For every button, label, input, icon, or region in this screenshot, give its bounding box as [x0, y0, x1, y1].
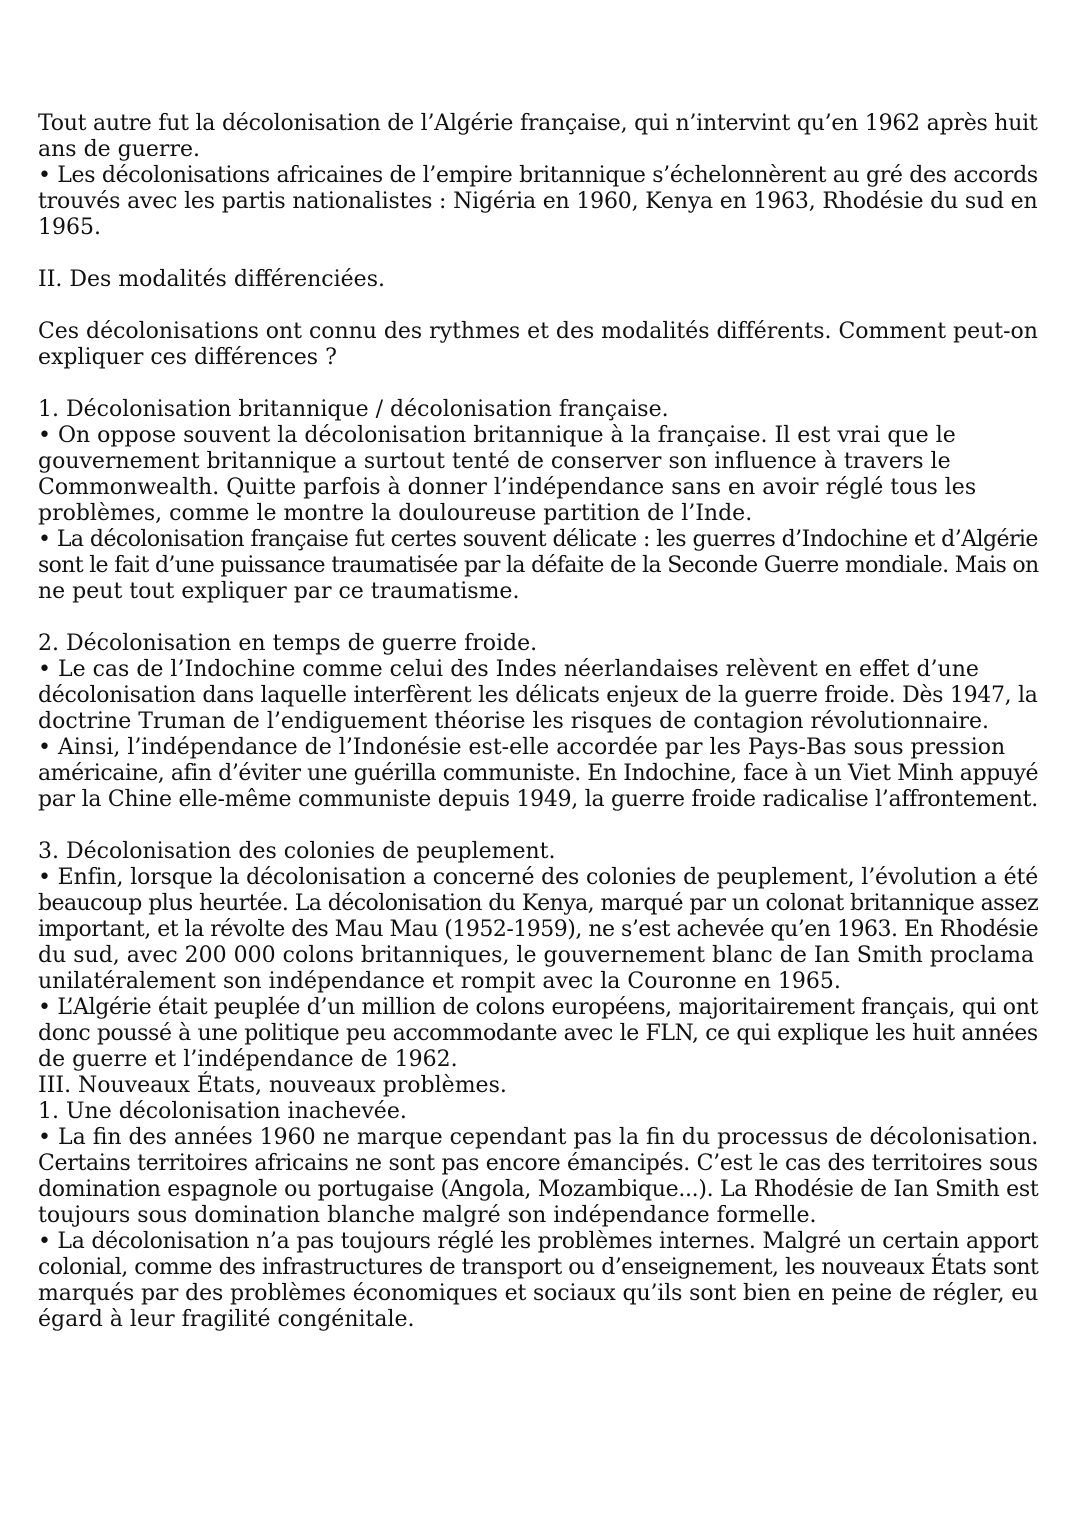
paragraph-gap [38, 813, 1038, 839]
text-line: par la Chine elle-même communiste depuis 1949, la guerre froide radicalise l’affrontement. [38, 787, 1038, 812]
text-line: • La fin des années 1960 ne marque cependant pas la fin du processus de décolonisation. [38, 1125, 1039, 1150]
text-line: expliquer ces différences ? [38, 345, 337, 370]
text-line: donc poussé à une politique peu accommodante avec le FLN, ce qui explique les huit années [38, 1021, 1038, 1046]
text-line: colonial, comme des infrastructures de transport ou d’enseignement, les nouveaux États sont [38, 1255, 1039, 1280]
text-line: décolonisation dans laquelle interfèrent les délicats enjeux de la guerre froide. Dès 1947, la [38, 683, 1038, 708]
text-line: 1965. [38, 215, 101, 240]
subsection-heading: 3. Décolonisation des colonies de peuplement. [38, 839, 556, 864]
text-line: problèmes, comme le montre la douloureuse partition de l’Inde. [38, 501, 753, 526]
text-line: de guerre et l’indépendance de 1962. [38, 1047, 458, 1072]
subsection-heading: 1. Une décolonisation inachevée. [38, 1099, 407, 1124]
paragraph-gap [38, 293, 1038, 319]
section-heading: III. Nouveaux États, nouveaux problèmes. [38, 1073, 507, 1098]
paragraph-gap [38, 371, 1038, 397]
intro-paragraph [38, 111, 1038, 241]
text-line: • Les décolonisations africaines de l’empire britannique s’échelonnèrent au gré des accords [38, 163, 1038, 188]
text-line: important, et la révolte des Mau Mau (1952-1959), ne s’est achevée qu’en 1963. En Rhodésie [38, 917, 1039, 942]
section-3 [38, 839, 1038, 1333]
text-line: • On oppose souvent la décolonisation britannique à la française. Il est vrai que le [38, 423, 956, 448]
subsection-heading: 1. Décolonisation britannique / décolonisation française. [38, 397, 669, 422]
section-heading: II. Des modalités différenciées. [38, 267, 385, 292]
text-line: Commonwealth. Quitte parfois à donner l’indépendance sans en avoir réglé tous les [38, 475, 977, 500]
paragraph-gap [38, 605, 1038, 631]
text-line: doctrine Truman de l’endiguement théorise les risques de contagion révolutionnaire. [38, 709, 990, 734]
text-line: • Ainsi, l’indépendance de l’Indonésie est-elle accordée par les Pays-Bas sous pression [38, 735, 1006, 760]
text-line: égard à leur fragilité congénitale. [38, 1307, 415, 1332]
text-line: • La décolonisation française fut certes souvent délicate : les guerres d’Indochine et d’Algérie [38, 527, 1038, 552]
subsection-heading: 2. Décolonisation en temps de guerre froide. [38, 631, 538, 656]
part2-intro-paragraph [38, 319, 1038, 371]
paragraph-gap [38, 241, 1038, 267]
text-line: toujours sous domination blanche malgré son indépendance formelle. [38, 1203, 817, 1228]
text-line: marqués par des problèmes économiques et sociaux qu’ils sont bien en peine de régler, eu [38, 1281, 1039, 1306]
section-2 [38, 631, 1038, 813]
document-page [38, 111, 1038, 1333]
text-line: • La décolonisation n’a pas toujours réglé les problèmes internes. Malgré un certain apport [38, 1229, 1039, 1254]
text-line: ans de guerre. [38, 137, 200, 162]
text-line: • L’Algérie était peuplée d’un million de colons européens, majoritairement français, qui ont [38, 995, 1039, 1020]
text-line: • Enfin, lorsque la décolonisation a concerné des colonies de peuplement, l’évolution a été [38, 865, 1039, 890]
text-line: domination espagnole ou portugaise (Angola, Mozambique...). La Rhodésie de Ian Smith est [38, 1177, 1039, 1202]
text-line: trouvés avec les partis nationalistes : Nigéria en 1960, Kenya en 1963, Rhodésie du sud en [38, 189, 1038, 214]
text-line: • Le cas de l’Indochine comme celui des Indes néerlandaises relèvent en effet d’une [38, 657, 979, 682]
text-line: ne peut tout expliquer par ce traumatisme. [38, 579, 520, 604]
text-line: Ces décolonisations ont connu des rythmes et des modalités différents. Comment peut-on [38, 319, 1038, 344]
text-line: américaine, afin d’éviter une guérilla communiste. En Indochine, face à un Viet Minh appuyé [38, 761, 1039, 786]
text-line: unilatéralement son indépendance et rompit avec la Couronne en 1965. [38, 969, 841, 994]
text-line: sont le fait d’une puissance traumatisée par la défaite de la Seconde Guerre mondiale. Mais on [38, 553, 1039, 578]
section-1 [38, 397, 1038, 605]
text-line: du sud, avec 200 000 colons britanniques, le gouvernement blanc de Ian Smith proclama [38, 943, 1035, 968]
text-line: gouvernement britannique a surtout tenté de conserver son influence à travers le [38, 449, 951, 474]
text-line: Tout autre fut la décolonisation de l’Algérie française, qui n’intervint qu’en 1962 après huit [38, 111, 1038, 136]
text-line: beaucoup plus heurtée. La décolonisation du Kenya, marqué par un colonat britannique assez [38, 891, 1039, 916]
text-line: Certains territoires africains ne sont pas encore émancipés. C’est le cas des territoires sous [38, 1151, 1038, 1176]
